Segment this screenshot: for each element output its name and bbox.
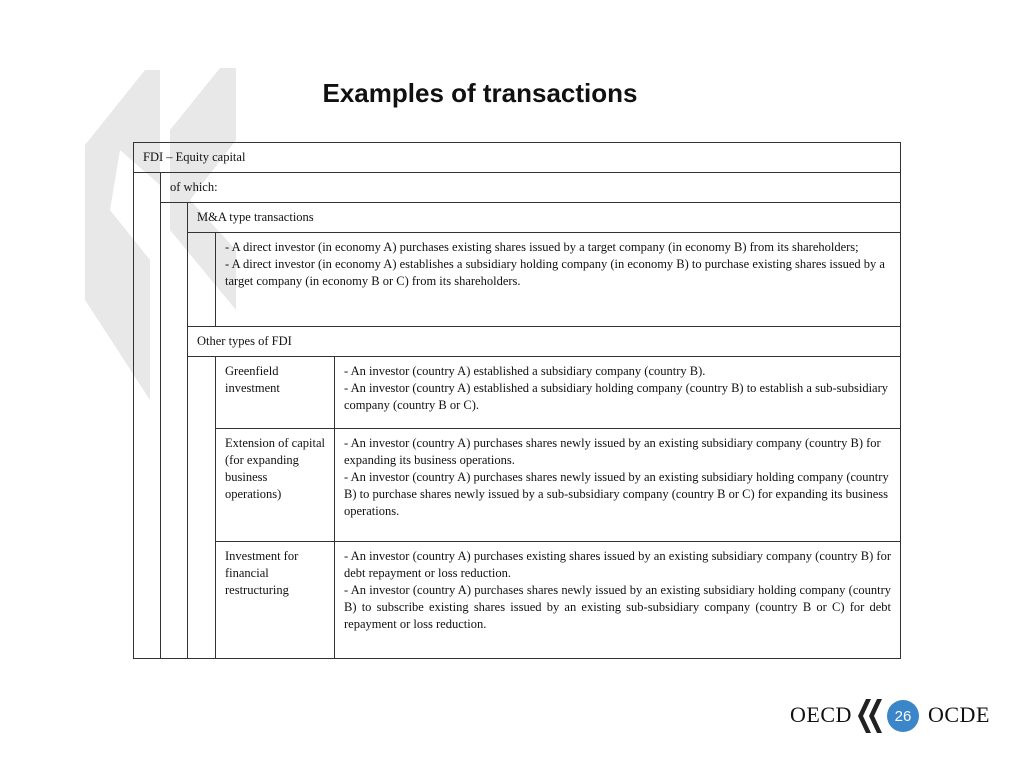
page-title: Examples of transactions — [322, 78, 638, 108]
extension-line-1: - An investor (country A) purchases shares newly issued by an existing subsidiary company (country B) for expanding its business operations. — [344, 436, 881, 467]
ocde-logo-text: OCDE — [928, 702, 990, 727]
greenfield-line-1: - An investor (country A) established a subsidiary company (country B). — [344, 364, 706, 378]
page-number-badge: 26 — [887, 700, 919, 732]
ma-header-label: M&A type transactions — [197, 210, 314, 224]
table-row — [134, 429, 901, 542]
row-label-cell — [216, 429, 335, 542]
row-description-cell — [335, 542, 901, 659]
indent-cell — [188, 233, 216, 327]
restructuring-label: Investment for financial restructuring — [225, 549, 299, 597]
fdi-equity-cell — [134, 143, 901, 173]
ma-header-cell — [188, 203, 901, 233]
other-header-label: Other types of FDI — [197, 334, 292, 348]
table-row — [134, 357, 901, 429]
table-row — [134, 233, 901, 327]
row-description-cell — [335, 429, 901, 542]
ma-line-2: - A direct investor (in economy A) establishes a subsidiary holding company (in economy B) to purchase existing shares issued by a target company (in economy B or C) from its shareholders. — [225, 257, 885, 288]
indent-cell — [134, 173, 161, 659]
oecd-logo-text: OECD — [790, 702, 852, 727]
indent-cell — [188, 357, 216, 659]
row-description-cell — [335, 357, 901, 429]
row-label-cell — [216, 357, 335, 429]
ma-line-1: - A direct investor (in economy A) purchases existing shares issued by a target company (in economy B) from its shareholders; — [225, 240, 859, 254]
table-row — [134, 542, 901, 659]
greenfield-line-2: - An investor (country A) established a subsidiary holding company (country B) to establish a sub-subsidiary company (country B or C). — [344, 381, 889, 412]
oecd-chevron-icon — [858, 699, 888, 733]
table-row — [134, 143, 901, 173]
transactions-table — [133, 142, 901, 659]
extension-line-2: - An investor (country A) purchases shares newly issued by an existing subsidiary holding company (country B) to purchase shares newly issued by a sub-subsidiary company (country B or C) for expanding its business operations. — [344, 470, 889, 518]
extension-label: Extension of capital (for expanding business operations) — [225, 436, 325, 501]
greenfield-label: Greenfield investment — [225, 364, 280, 395]
restructuring-line-2: - An investor (country A) purchases shares newly issued by an existing subsidiary holding company (country B) to subscribe existing shares issued by an existing sub-subsidiary company (country B or C) for debt repayment or loss reduction. — [344, 583, 892, 631]
row-label-cell — [216, 542, 335, 659]
indent-cell — [161, 203, 188, 659]
table-row — [134, 173, 901, 203]
ma-description-cell — [216, 233, 901, 327]
of-which-cell — [161, 173, 901, 203]
restructuring-line-1: - An investor (country A) purchases existing shares issued by an existing subsidiary company (country B) for debt repayment or loss reduction. — [344, 549, 892, 580]
other-header-cell — [188, 327, 901, 357]
table-row — [134, 203, 901, 233]
of-which-label: of which: — [170, 180, 218, 194]
table-row — [134, 327, 901, 357]
fdi-equity-label: FDI – Equity capital — [143, 150, 246, 164]
